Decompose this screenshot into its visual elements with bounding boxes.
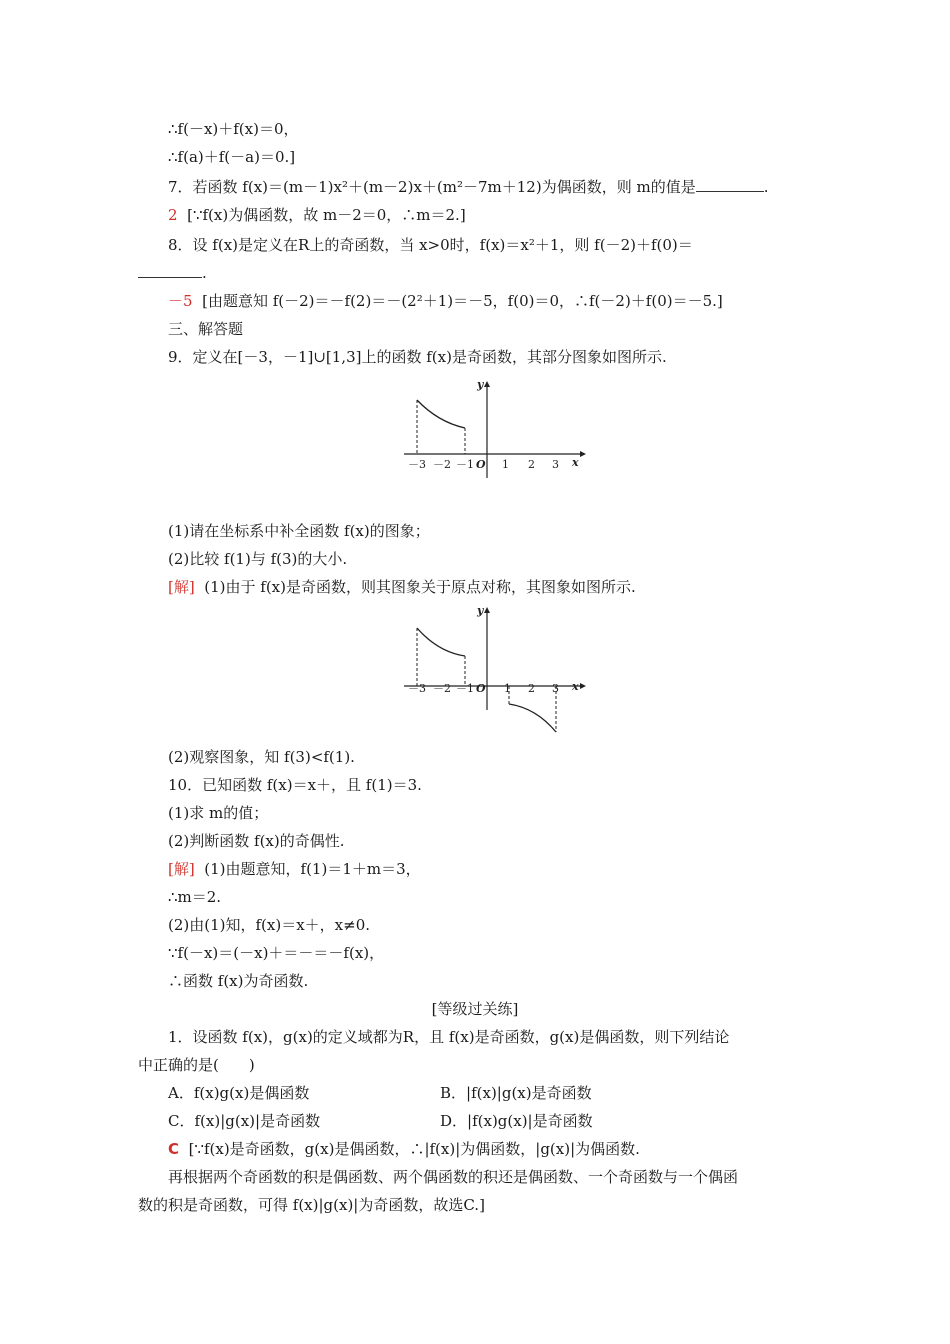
partial-graph <box>400 378 590 484</box>
section-heading: 三、解答题 <box>168 320 244 338</box>
answer-9-part-2: (2)观察图象，知 f(3)<f(1). <box>168 748 355 766</box>
answer-10-line-4: ∵f(－x)＝(－x)＋＝－＝－f(x)， <box>168 944 385 962</box>
answer-9-part-1: [解] (1)由于 f(x)是奇函数，则其图象关于原点对称，其图象如图所示. <box>168 578 636 596</box>
tick-label: －3 <box>408 458 426 471</box>
answer-10-line-2: ∴m＝2. <box>168 888 222 906</box>
answer-10-line-3: (2)由(1)知，f(x)＝x＋，x≠0. <box>168 916 371 934</box>
problem-1-line-2: 中正确的是( ) <box>138 1056 255 1074</box>
line-2: ∴f(a)＋f(－a)＝0.] <box>168 148 296 166</box>
curve-left <box>417 628 465 656</box>
question-9-part-2: (2)比较 f(1)与 f(3)的大小. <box>168 550 348 568</box>
answer-10-line-1: [解] (1)由题意知，f(1)＝1＋m＝3， <box>168 860 421 878</box>
tick-label: 3 <box>552 458 559 471</box>
option-a: A．f(x)g(x)是偶函数 <box>168 1084 310 1102</box>
question-8: 8．设 f(x)是定义在R上的奇函数，当 x>0时，f(x)＝x²＋1，则 f(－2)＋f(0)＝ <box>168 236 693 254</box>
answer-label: 2 <box>168 206 178 224</box>
option-c: C．f(x)|g(x)|是奇函数 <box>168 1112 321 1130</box>
origin-label: O <box>476 458 486 471</box>
answer-label: C <box>168 1140 180 1158</box>
question-10: 10．已知函数 f(x)＝x＋，且 f(1)＝3. <box>168 776 422 794</box>
answer-7: 2 [∵f(x)为偶函数，故 m－2＝0，∴m＝2.] <box>168 206 466 224</box>
answer-blank <box>696 177 764 192</box>
line-1: ∴f(－x)＋f(x)＝0， <box>168 120 299 138</box>
answer-label: －5 <box>168 292 193 310</box>
origin-label: O <box>476 682 486 695</box>
solution-label: [解] <box>168 860 195 878</box>
tick-label: 2 <box>528 458 535 471</box>
question-10-part-1: (1)求 m的值； <box>168 804 269 822</box>
answer-problem-1: C [∵f(x)是奇函数，g(x)是偶函数，∴|f(x)|为偶函数，|g(x)|为偶函数. <box>168 1140 640 1158</box>
tick-label: －2 <box>433 682 451 695</box>
tick-label: 3 <box>552 682 559 695</box>
tick-label: 1 <box>502 458 509 471</box>
problem-1-line-1: 1．设函数 f(x)，g(x)的定义域都为R，且 f(x)是奇函数，g(x)是偶函数，则下列结论 <box>168 1028 730 1046</box>
tick-label: －2 <box>433 458 451 471</box>
curve-right <box>509 704 556 732</box>
tick-label: －3 <box>408 682 426 695</box>
question-10-part-2: (2)判断函数 f(x)的奇偶性. <box>168 832 345 850</box>
x-axis-label: x <box>572 456 579 469</box>
question-8-blank: . <box>138 262 207 284</box>
section-level-heading: [等级过关练] <box>431 1000 519 1018</box>
question-9-part-1: (1)请在坐标系中补全函数 f(x)的图象； <box>168 522 430 540</box>
tick-label: －1 <box>456 458 474 471</box>
question-7: 7．若函数 f(x)＝(m－1)x²＋(m－2)x＋(m²－7m＋12)为偶函数，则 m的值是 . <box>168 178 769 196</box>
tick-label: 1 <box>504 682 511 695</box>
question-9: 9．定义在[－3，－1]∪[1,3]上的函数 f(x)是奇函数，其部分图象如图所示. <box>168 348 667 366</box>
x-axis-arrow <box>580 451 586 457</box>
y-axis-label: y <box>477 604 484 617</box>
answer-10-line-5: ∴函数 f(x)为奇函数. <box>168 972 309 990</box>
option-b: B．|f(x)|g(x)是奇函数 <box>440 1084 592 1102</box>
x-axis-label: x <box>572 680 579 693</box>
answer-blank <box>138 263 202 278</box>
x-axis-arrow <box>580 683 586 689</box>
option-d: D．|f(x)g(x)|是奇函数 <box>440 1112 593 1130</box>
solution-label: [解] <box>168 578 195 596</box>
y-axis-arrow <box>484 607 490 613</box>
tick-label: －1 <box>456 682 474 695</box>
answer-problem-1-line-2: 再根据两个奇函数的积是偶函数、两个偶函数的积还是偶函数、一个奇函数与一个偶函 <box>168 1168 739 1186</box>
complete-graph <box>400 604 590 738</box>
y-axis-arrow <box>484 381 490 387</box>
curve-left <box>417 400 465 428</box>
y-axis-label: y <box>477 378 484 391</box>
tick-label: 2 <box>528 682 535 695</box>
answer-8: －5 [由题意知 f(－2)＝－f(2)＝－(2²＋1)＝－5，f(0)＝0，∴f(－2)＋f(0)＝－5.] <box>168 292 723 310</box>
answer-problem-1-line-3: 数的积是奇函数，可得 f(x)|g(x)|为奇函数，故选C.] <box>138 1196 485 1214</box>
